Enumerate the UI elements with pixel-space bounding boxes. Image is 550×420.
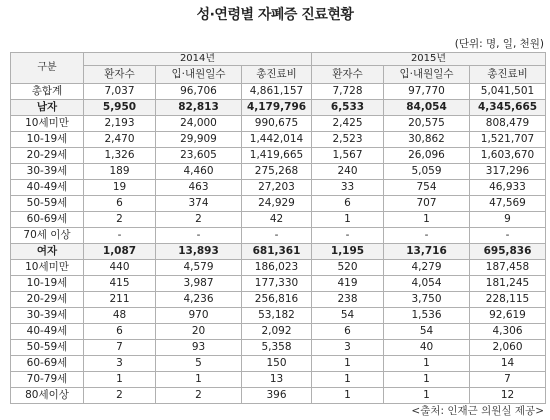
row-label: 70세 이상 — [11, 228, 84, 244]
table-cell: 238 — [312, 292, 384, 308]
row-label: 40-49세 — [11, 180, 84, 196]
table-cell: 211 — [84, 292, 156, 308]
table-cell: 84,054 — [384, 100, 470, 116]
table-cell: 26,096 — [384, 148, 470, 164]
table-row — [11, 100, 546, 116]
table-cell: 2,060 — [470, 340, 546, 356]
table-cell: 1 — [312, 212, 384, 228]
table-cell: 1,419,665 — [242, 148, 312, 164]
metric-header: 환자수 — [312, 66, 384, 84]
table-cell: 3,987 — [156, 276, 242, 292]
autism-treatment-table — [10, 52, 546, 404]
table-cell: - — [384, 228, 470, 244]
table-cell: 7,728 — [312, 84, 384, 100]
corner-label: 구분 — [11, 53, 84, 84]
row-label: 60-69세 — [11, 356, 84, 372]
table-cell: 20 — [156, 324, 242, 340]
table-cell: 92,619 — [470, 308, 546, 324]
table-cell: 7,037 — [84, 84, 156, 100]
table-cell: 990,675 — [242, 116, 312, 132]
table-cell: 48 — [84, 308, 156, 324]
table-row — [11, 164, 546, 180]
table-cell: 187,458 — [470, 260, 546, 276]
table-cell: 181,245 — [470, 276, 546, 292]
table-row — [11, 356, 546, 372]
table-cell: 189 — [84, 164, 156, 180]
table-cell: 40 — [384, 340, 470, 356]
table-row — [11, 276, 546, 292]
table-cell: 4,306 — [470, 324, 546, 340]
table-cell: 6 — [312, 196, 384, 212]
table-cell: 5,358 — [242, 340, 312, 356]
table-cell: 4,460 — [156, 164, 242, 180]
row-label: 50-59세 — [11, 196, 84, 212]
table-cell: 2 — [156, 388, 242, 404]
table-cell: 9 — [470, 212, 546, 228]
table-cell: 1 — [156, 372, 242, 388]
row-label: 20-29세 — [11, 148, 84, 164]
table-cell: 23,605 — [156, 148, 242, 164]
row-label: 70-79세 — [11, 372, 84, 388]
table-cell: 54 — [384, 324, 470, 340]
table-row — [11, 132, 546, 148]
table-cell: 4,345,665 — [470, 100, 546, 116]
table-cell: 1 — [312, 372, 384, 388]
metric-header: 입·내원일수 — [156, 66, 242, 84]
table-cell: 3,750 — [384, 292, 470, 308]
row-label: 총합계 — [11, 84, 84, 100]
table-cell: 240 — [312, 164, 384, 180]
table-row — [11, 308, 546, 324]
table-cell: 42 — [242, 212, 312, 228]
table-cell: - — [470, 228, 546, 244]
table-cell: 695,836 — [470, 244, 546, 260]
source-note: <출처: 인재근 의원실 제공> — [411, 405, 544, 417]
table-cell: 2,425 — [312, 116, 384, 132]
table-cell: 707 — [384, 196, 470, 212]
table-cell: 2,470 — [84, 132, 156, 148]
table-cell: 7 — [470, 372, 546, 388]
table-cell: 440 — [84, 260, 156, 276]
table-cell: 1,536 — [384, 308, 470, 324]
table-cell: 2,193 — [84, 116, 156, 132]
table-cell: 97,770 — [384, 84, 470, 100]
table-cell: 419 — [312, 276, 384, 292]
metric-header: 환자수 — [84, 66, 156, 84]
table-cell: 2 — [156, 212, 242, 228]
table-cell: 415 — [84, 276, 156, 292]
table-cell: 13,716 — [384, 244, 470, 260]
table-cell: 2 — [84, 388, 156, 404]
table-cell: 29,909 — [156, 132, 242, 148]
table-cell: 5 — [156, 356, 242, 372]
table-cell: 1 — [384, 372, 470, 388]
table-cell: 177,330 — [242, 276, 312, 292]
row-label: 60-69세 — [11, 212, 84, 228]
row-label: 30-39세 — [11, 164, 84, 180]
table-cell: - — [84, 228, 156, 244]
page-title: 성·연령별 자폐증 진료현황 — [196, 7, 354, 23]
table-body — [11, 84, 546, 404]
table-cell: 1,326 — [84, 148, 156, 164]
table-cell: 228,115 — [470, 292, 546, 308]
table-row — [11, 148, 546, 164]
row-label: 10-19세 — [11, 132, 84, 148]
table-cell: 681,361 — [242, 244, 312, 260]
table-cell: 47,569 — [470, 196, 546, 212]
row-label: 10세미만 — [11, 116, 84, 132]
year-header-2015: 2015년 — [312, 53, 546, 66]
table-cell: 5,059 — [384, 164, 470, 180]
row-label: 남자 — [11, 100, 84, 116]
row-label: 10세미만 — [11, 260, 84, 276]
table-cell: 46,933 — [470, 180, 546, 196]
table-cell: 19 — [84, 180, 156, 196]
table-cell: 256,816 — [242, 292, 312, 308]
table-cell: 1 — [84, 372, 156, 388]
table-cell: 4,179,796 — [242, 100, 312, 116]
table-cell: 27,203 — [242, 180, 312, 196]
table-cell: 6 — [84, 196, 156, 212]
table-cell: 1,603,670 — [470, 148, 546, 164]
table-cell: 374 — [156, 196, 242, 212]
row-label: 여자 — [11, 244, 84, 260]
table-cell: 754 — [384, 180, 470, 196]
table-cell: - — [312, 228, 384, 244]
table-cell: 20,575 — [384, 116, 470, 132]
table-cell: 1 — [312, 356, 384, 372]
table-cell: 4,236 — [156, 292, 242, 308]
table-cell: 7 — [84, 340, 156, 356]
table-cell: 6 — [312, 324, 384, 340]
table-cell: 186,023 — [242, 260, 312, 276]
metric-header: 총진료비 — [470, 66, 546, 84]
table-cell: 54 — [312, 308, 384, 324]
year-header-row — [11, 53, 546, 66]
table-row — [11, 244, 546, 260]
table-cell: 1,442,014 — [242, 132, 312, 148]
table-cell: 5,041,501 — [470, 84, 546, 100]
table-cell: 82,813 — [156, 100, 242, 116]
table-cell: 24,929 — [242, 196, 312, 212]
table-cell: 14 — [470, 356, 546, 372]
table-cell: - — [242, 228, 312, 244]
table-cell: 150 — [242, 356, 312, 372]
table-cell: 4,054 — [384, 276, 470, 292]
table-cell: 1 — [384, 356, 470, 372]
table-cell: 1,521,707 — [470, 132, 546, 148]
table-cell: 30,862 — [384, 132, 470, 148]
table-cell: 1,567 — [312, 148, 384, 164]
table-cell: 1 — [384, 388, 470, 404]
table-cell: 3 — [312, 340, 384, 356]
table-cell: 13 — [242, 372, 312, 388]
table-cell: 53,182 — [242, 308, 312, 324]
table-cell: 2 — [84, 212, 156, 228]
table-cell: 317,296 — [470, 164, 546, 180]
table-cell: 970 — [156, 308, 242, 324]
table-cell: 12 — [470, 388, 546, 404]
table-cell: 396 — [242, 388, 312, 404]
table-cell: 275,268 — [242, 164, 312, 180]
table-cell: 13,893 — [156, 244, 242, 260]
unit-note: (단위: 명, 일, 천원) — [454, 38, 544, 50]
table-cell: 4,861,157 — [242, 84, 312, 100]
table-cell: 2,092 — [242, 324, 312, 340]
table-cell: 4,279 — [384, 260, 470, 276]
table-row — [11, 228, 546, 244]
table-cell: 1,087 — [84, 244, 156, 260]
table-cell: 808,479 — [470, 116, 546, 132]
table-row — [11, 260, 546, 276]
table-cell: 2,523 — [312, 132, 384, 148]
table-cell: 1 — [312, 388, 384, 404]
metric-header: 총진료비 — [242, 66, 312, 84]
table-cell: 1,195 — [312, 244, 384, 260]
table-row — [11, 196, 546, 212]
table-row — [11, 116, 546, 132]
table-cell: - — [156, 228, 242, 244]
table-cell: 93 — [156, 340, 242, 356]
table-row — [11, 388, 546, 404]
table-cell: 96,706 — [156, 84, 242, 100]
table-row — [11, 340, 546, 356]
metric-header-row — [11, 66, 546, 84]
row-label: 20-29세 — [11, 292, 84, 308]
table-cell: 6 — [84, 324, 156, 340]
table-row — [11, 180, 546, 196]
table-cell: 520 — [312, 260, 384, 276]
table-row — [11, 324, 546, 340]
table-row — [11, 84, 546, 100]
table-row — [11, 292, 546, 308]
table-row — [11, 372, 546, 388]
row-label: 40-49세 — [11, 324, 84, 340]
table-cell: 24,000 — [156, 116, 242, 132]
table-cell: 3 — [84, 356, 156, 372]
row-label: 50-59세 — [11, 340, 84, 356]
metric-header: 입·내원일수 — [384, 66, 470, 84]
table-cell: 4,579 — [156, 260, 242, 276]
table-row — [11, 212, 546, 228]
table-cell: 5,950 — [84, 100, 156, 116]
table-cell: 463 — [156, 180, 242, 196]
table-cell: 33 — [312, 180, 384, 196]
year-header-2014: 2014년 — [84, 53, 312, 66]
table-cell: 1 — [384, 212, 470, 228]
row-label: 10-19세 — [11, 276, 84, 292]
table-cell: 6,533 — [312, 100, 384, 116]
row-label: 30-39세 — [11, 308, 84, 324]
row-label: 80세이상 — [11, 388, 84, 404]
